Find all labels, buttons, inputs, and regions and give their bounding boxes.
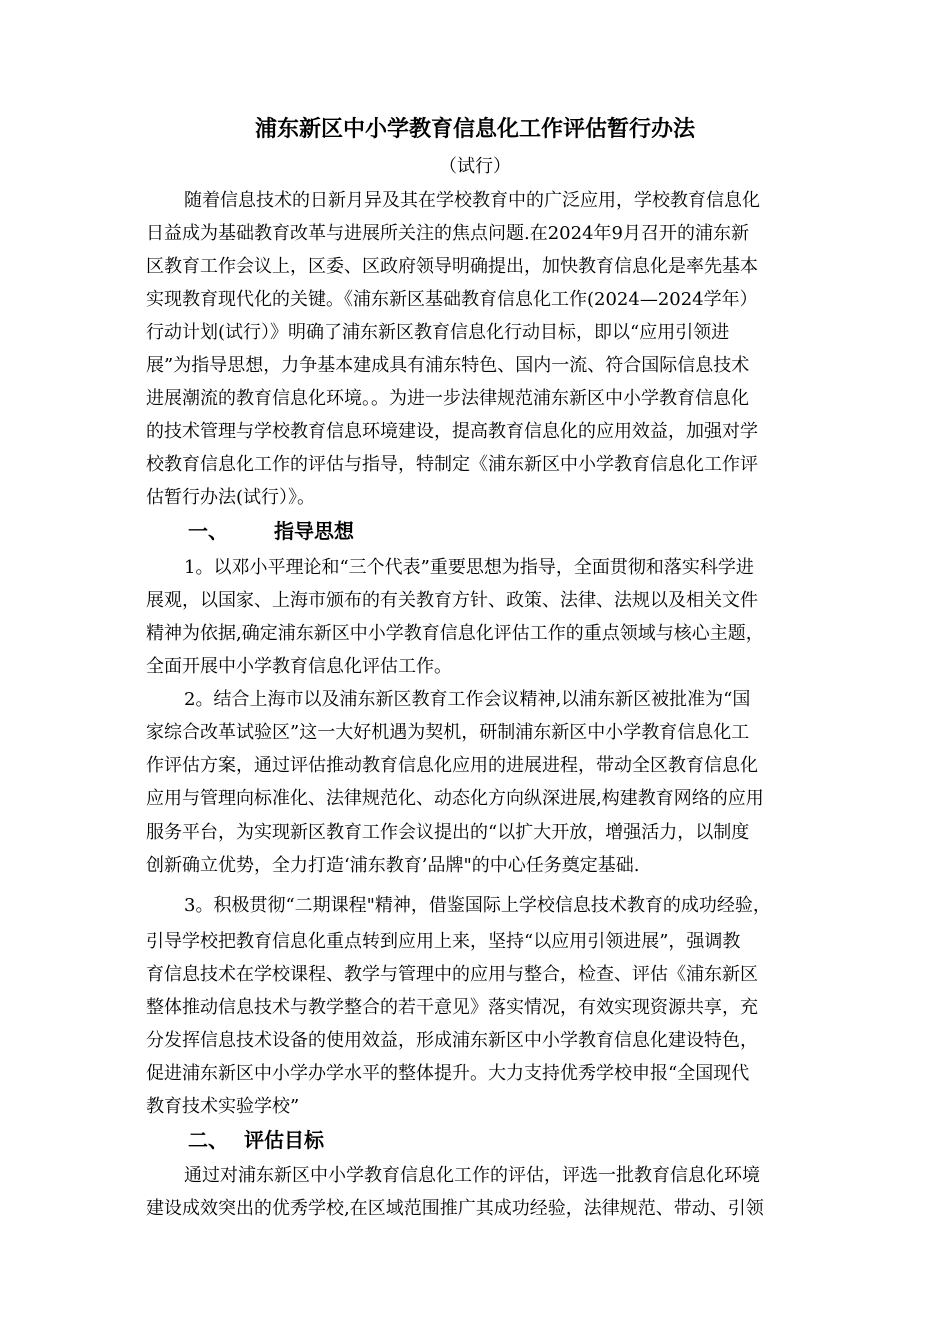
section-paragraph-line: 教育技术实验学校” [146, 1096, 300, 1117]
document-title: 浦东新区中小学教育信息化工作评估暂行办法 [254, 117, 695, 142]
section-paragraph-line: 创新确立优势，全力打造‘浦东教育’品牌"的中心任务奠定基础. [146, 855, 640, 876]
intro-line: 日益成为基础教育改革与进展所关注的焦点问题.在2024年9月召开的浦东新 [146, 223, 749, 244]
section-paragraph-line: 育信息技术在学校课程、教学与管理中的应用与整合，检查、评估《浦东新区 [146, 964, 758, 985]
section-number: 二、 [188, 1128, 228, 1152]
section-paragraph-line: 2。结合上海市以及浦东新区教育工作会议精神,以浦东新区被批准为“国 [184, 689, 751, 710]
section-title: 指导思想 [274, 519, 354, 543]
section-paragraph-line: 1。以邓小平理论和“三个代表”重要思想为指导，全面贯彻和落实科学进 [184, 557, 754, 578]
section-paragraph-line: 精神为依据,确定浦东新区中小学教育信息化评估工作的重点领域与核心主题， [146, 623, 764, 644]
section-number: 一、 [188, 519, 228, 543]
intro-line: 校教育信息化工作的评估与指导，特制定《浦东新区中小学教育信息化工作评 [146, 454, 758, 475]
section-paragraph-line: 分发挥信息技术设备的使用效益，形成浦东新区中小学教育信息化建设特色， [146, 1030, 758, 1051]
section-paragraph-line: 展观，以国家、上海市颁布的有关教育方针、政策、法律、法规以及相关文件 [146, 590, 758, 611]
section-paragraph-line: 作评估方案，通过评估推动教育信息化应用的进展进程，带动全区教育信息化 [146, 755, 758, 776]
section-paragraph-line: 3。积极贯彻“二期课程"精神，借鉴国际上学校信息技术教育的成功经验， [184, 895, 771, 916]
section-paragraph-line: 服务平台，为实现新区教育工作会议提出的“以扩大开放，增强活力，以制度 [146, 822, 750, 843]
intro-line: 随着信息技术的日新月异及其在学校教育中的广泛应用，学校教育信息化 [184, 190, 760, 211]
section-paragraph-line: 通过对浦东新区中小学教育信息化工作的评估，评选一批教育信息化环境 [184, 1165, 760, 1186]
intro-line: 进展潮流的教育信息化环境。。为进一步法律规范浦东新区中小学教育信息化 [146, 388, 749, 409]
intro-line: 的技术管理与学校教育信息环境建设，提高教育信息化的应用效益，加强对学 [146, 421, 758, 442]
intro-line: 实现教育现代化的关键。《浦东新区基础教育信息化工作(2024—2024学年） [146, 289, 758, 310]
intro-line: 估暂行办法(试行）》。 [146, 487, 316, 508]
section-heading [188, 1125, 324, 1155]
section-title: 评估目标 [244, 1128, 324, 1152]
intro-line: 区教育工作会议上，区委、区政府领导明确提出，加快教育信息化是率先基本 [146, 256, 758, 277]
intro-line: 行动计划(试行）》明确了浦东新区教育信息化行动目标，即以“应用引领进 [146, 322, 730, 343]
section-paragraph-line: 应用与管理向标准化、法律规范化、动态化方向纵深进展,构建教育网络的应用 [146, 788, 764, 809]
section-paragraph-line: 促进浦东新区中小学办学水平的整体提升。大力支持优秀学校申报“全国现代 [146, 1063, 750, 1084]
section-paragraph-line: 全面开展中小学教育信息化评估工作。 [146, 656, 452, 677]
section-paragraph-line: 建设成效突出的优秀学校,在区域范围推广其成功经验，法律规范、带动、引领 [146, 1198, 764, 1219]
section-heading [188, 516, 354, 546]
intro-line: 展”为指导思想，力争基本建成具有浦东特色、国内一流、符合国际信息技术 [146, 355, 750, 376]
section-paragraph-line: 引导学校把教育信息化重点转到应用上来，坚持“以应用引领进展”，强调教 [146, 931, 741, 952]
document-subtitle: （试行） [439, 156, 511, 177]
section-paragraph-line: 家综合改革试验区”这一大好机遇为契机，研制浦东新区中小学教育信息化工 [146, 722, 750, 743]
section-paragraph-line: 整体推动信息技术与教学整合的若干意见》落实情况，有效实现资源共享，充 [146, 997, 758, 1018]
